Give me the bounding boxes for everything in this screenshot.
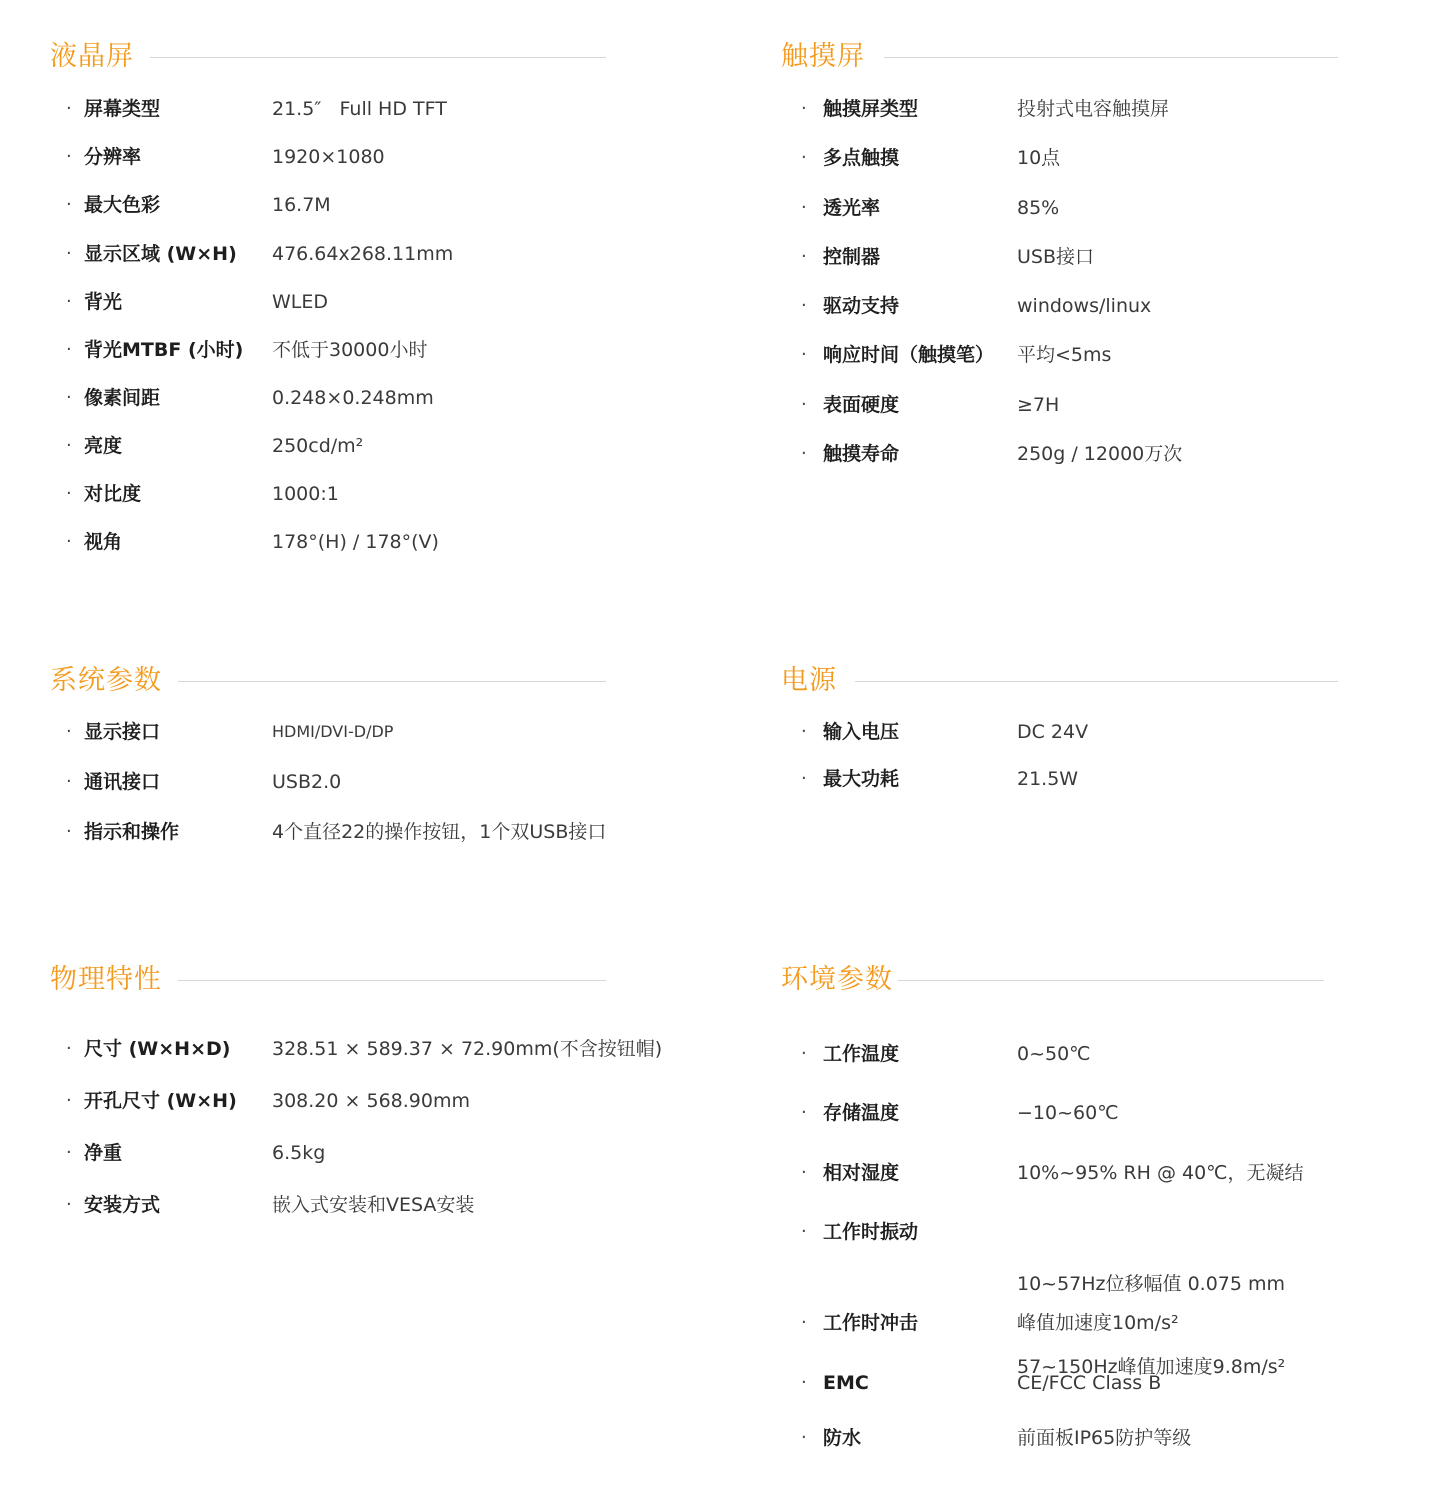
section-divider [150, 57, 606, 58]
spec-value: 328.51 × 589.37 × 72.90mm(不含按钮帽) [272, 1038, 663, 1060]
spec-label: 背光 [84, 291, 123, 313]
section-divider [178, 681, 606, 682]
spec-label: 最大色彩 [84, 194, 161, 216]
bullet-icon: · [66, 771, 72, 792]
spec-label: 尺寸 (W×H×D) [84, 1038, 231, 1060]
spec-value: 0~50℃ [1017, 1043, 1091, 1065]
spec-label: 存储温度 [823, 1102, 900, 1124]
bullet-icon: · [801, 344, 807, 365]
spec-value: 1920×1080 [272, 146, 385, 168]
spec-value: 平均<5ms [1017, 344, 1112, 366]
spec-value-second-line: 57~150Hz峰值加速度9.8m/s² [1017, 1356, 1286, 1378]
spec-value: 10~57Hz位移幅值 0.075 mm [1017, 1273, 1286, 1295]
spec-value: 峰值加速度10m/s² [1017, 1312, 1179, 1334]
bullet-icon: · [66, 483, 72, 504]
spec-label: 背光MTBF (小时) [84, 339, 244, 361]
spec-label: EMC [823, 1372, 869, 1394]
spec-value: 476.64x268.11mm [272, 243, 454, 265]
spec-label: 屏幕类型 [84, 98, 161, 120]
bullet-icon: · [801, 1043, 807, 1064]
section-divider [884, 57, 1338, 58]
spec-label: 防水 [823, 1427, 862, 1449]
bullet-icon: · [66, 1038, 72, 1059]
spec-label: 显示区域 (W×H) [84, 243, 237, 265]
bullet-icon: · [66, 531, 72, 552]
bullet-icon: · [801, 1312, 807, 1333]
spec-label: 最大功耗 [823, 768, 900, 790]
spec-label: 工作时冲击 [823, 1312, 919, 1334]
bullet-icon: · [801, 1221, 807, 1242]
bullet-icon: · [801, 246, 807, 267]
bullet-icon: · [801, 147, 807, 168]
spec-label: 工作时振动 [823, 1221, 919, 1243]
bullet-icon: · [66, 291, 72, 312]
spec-value: 4个直径22的操作按钮，1个双USB接口 [272, 821, 607, 843]
section-system [50, 664, 670, 864]
spec-label: 输入电压 [823, 721, 900, 743]
spec-label: 对比度 [84, 483, 142, 505]
spec-value: WLED [272, 291, 329, 313]
bullet-icon: · [66, 146, 72, 167]
spec-label: 控制器 [823, 246, 881, 268]
spec-label: 亮度 [84, 435, 123, 457]
bullet-icon: · [801, 443, 807, 464]
spec-label: 像素间距 [84, 387, 161, 409]
section-power [781, 664, 1341, 804]
spec-value: 250cd/m² [272, 435, 364, 457]
spec-value: USB接口 [1017, 246, 1095, 268]
section-touch [781, 40, 1341, 480]
section-title: 电源 [781, 665, 837, 696]
spec-label: 触摸屏类型 [823, 98, 919, 120]
bullet-icon: · [801, 768, 807, 789]
bullet-icon: · [66, 1142, 72, 1163]
spec-label: 表面硬度 [823, 394, 900, 416]
spec-label: 透光率 [823, 197, 881, 219]
bullet-icon: · [66, 1194, 72, 1215]
spec-label: 显示接口 [84, 721, 161, 743]
spec-label: 多点触摸 [823, 147, 900, 169]
bullet-icon: · [66, 339, 72, 360]
spec-value: USB2.0 [272, 771, 342, 793]
spec-label: 分辨率 [84, 146, 142, 168]
bullet-icon: · [801, 197, 807, 218]
bullet-icon: · [66, 821, 72, 842]
section-title: 液晶屏 [50, 41, 134, 72]
bullet-icon: · [801, 1372, 807, 1393]
spec-value: 不低于30000小时 [272, 339, 428, 361]
spec-label: 响应时间（触摸笔） [823, 344, 995, 366]
spec-value: 16.7M [272, 194, 331, 216]
spec-value: 6.5kg [272, 1142, 326, 1164]
spec-value: 嵌入式安装和VESA安装 [272, 1194, 475, 1216]
section-environment [781, 963, 1401, 1463]
bullet-icon: · [801, 98, 807, 119]
bullet-icon: · [66, 194, 72, 215]
spec-value: 178°(H) / 178°(V) [272, 531, 439, 553]
spec-value: DC 24V [1017, 721, 1089, 743]
spec-label: 工作温度 [823, 1043, 900, 1065]
spec-value: 21.5″ Full HD TFT [272, 98, 447, 120]
bullet-icon: · [801, 1162, 807, 1183]
spec-label: 净重 [84, 1142, 123, 1164]
spec-value: CE/FCC Class B [1017, 1372, 1162, 1394]
spec-label: 开孔尺寸 (W×H) [84, 1090, 237, 1112]
section-title: 环境参数 [781, 964, 893, 995]
bullet-icon: · [801, 721, 807, 742]
bullet-icon: · [66, 98, 72, 119]
spec-value: 10%~95% RH @ 40℃，无凝结 [1017, 1162, 1304, 1184]
bullet-icon: · [801, 394, 807, 415]
section-divider [898, 980, 1324, 981]
section-lcd [50, 40, 610, 570]
bullet-icon: · [66, 387, 72, 408]
section-divider [855, 681, 1338, 682]
spec-value: 10点 [1017, 147, 1061, 169]
section-physical [50, 963, 710, 1233]
bullet-icon: · [66, 435, 72, 456]
spec-label: 视角 [84, 531, 123, 553]
section-title: 触摸屏 [781, 41, 865, 72]
spec-value: −10~60℃ [1017, 1102, 1119, 1124]
spec-value: 250g / 12000万次 [1017, 443, 1183, 465]
spec-value: ≥7H [1017, 394, 1060, 416]
bullet-icon: · [66, 721, 72, 742]
spec-label: 安装方式 [84, 1194, 161, 1216]
spec-value: 21.5W [1017, 768, 1079, 790]
section-title: 系统参数 [50, 665, 162, 696]
spec-value: 85% [1017, 197, 1060, 219]
spec-value: 308.20 × 568.90mm [272, 1090, 470, 1112]
section-title: 物理特性 [50, 964, 162, 995]
spec-label: 相对湿度 [823, 1162, 900, 1184]
spec-value: 0.248×0.248mm [272, 387, 434, 409]
bullet-icon: · [801, 295, 807, 316]
spec-label: 通讯接口 [84, 771, 161, 793]
bullet-icon: · [66, 243, 72, 264]
spec-value: HDMI/DVI-D/DP [272, 722, 394, 741]
spec-label: 触摸寿命 [823, 443, 900, 465]
spec-value: 前面板IP65防护等级 [1017, 1427, 1192, 1449]
spec-value: 1000:1 [272, 483, 339, 505]
spec-label: 驱动支持 [823, 295, 900, 317]
bullet-icon: · [801, 1102, 807, 1123]
section-divider [178, 980, 606, 981]
spec-value: 投射式电容触摸屏 [1017, 98, 1170, 120]
spec-value: windows/linux [1017, 295, 1152, 317]
bullet-icon: · [66, 1090, 72, 1111]
spec-label: 指示和操作 [84, 821, 180, 843]
bullet-icon: · [801, 1427, 807, 1448]
